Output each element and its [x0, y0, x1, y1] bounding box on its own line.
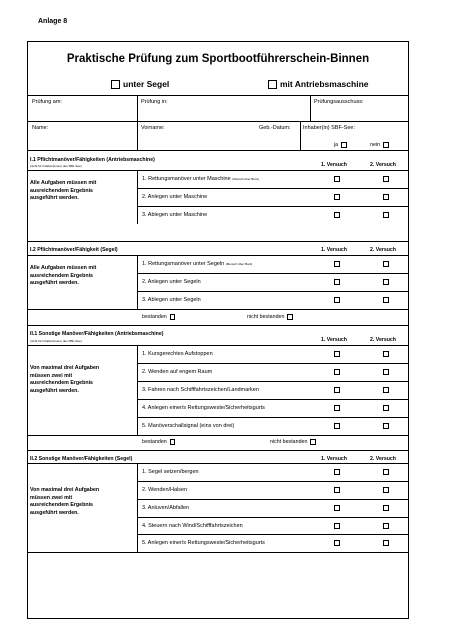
divider: [28, 345, 408, 346]
passed-label: bestanden: [142, 314, 167, 320]
divider: [137, 95, 138, 121]
task-item: 3. Fahren nach Schifffahrtszeichen/Landmarken: [142, 387, 259, 393]
failed-option: [270, 439, 316, 445]
section-instructions: Alle Aufgaben müssen mit ausreichendem Ergebnis ausgeführt werden.: [30, 265, 97, 287]
divider: [28, 435, 408, 436]
failed-label: nicht bestanden: [247, 314, 285, 320]
divider: [137, 121, 138, 150]
divider: [310, 95, 311, 121]
divider: [28, 325, 408, 326]
attempt-1-header: 1. Versuch: [321, 162, 347, 168]
attempt-2-checkbox[interactable]: [383, 194, 389, 200]
attempt-1-checkbox[interactable]: [334, 523, 340, 529]
section-instructions: Alle Aufgaben müssen mit ausreichendem Ergebnis ausgeführt werden.: [30, 180, 97, 202]
divider: [137, 273, 408, 274]
attempt-2-checkbox[interactable]: [383, 297, 389, 303]
attempt-1-checkbox[interactable]: [334, 279, 340, 285]
divider: [137, 291, 408, 292]
divider: [137, 517, 408, 518]
form-title: Praktische Prüfung zum Sportbootführerschein-Binnen: [66, 53, 370, 65]
attempt-2-checkbox[interactable]: [383, 405, 389, 411]
mode-engine: [268, 79, 369, 89]
passed-checkbox[interactable]: [170, 314, 176, 320]
divider: [137, 170, 138, 224]
attempt-2-checkbox[interactable]: [383, 351, 389, 357]
task-item: 5. Anlegen einer/s Rettungsweste/Sicherheitsgurts: [142, 540, 265, 546]
task-item: 4. Steuern nach Wind/Schifffahrtszeichen: [142, 523, 243, 529]
section-title: I.2 Pflichtmanöver/Fähigkeit (Segel): [30, 247, 118, 253]
attempt-2-checkbox[interactable]: [383, 261, 389, 267]
section-title: II.1 Sonstige Manöver/Fähigkeiten (Antriebsmaschine): [30, 331, 164, 337]
nein-option: [370, 142, 389, 148]
attempt-1-checkbox[interactable]: [334, 261, 340, 267]
divider: [137, 345, 138, 435]
mode-engine-label: mit Antriebsmaschine: [280, 79, 369, 89]
mode-sail-label: unter Segel: [123, 79, 170, 89]
nein-label: nein: [370, 142, 381, 148]
divider: [28, 450, 408, 451]
attempt-1-checkbox[interactable]: [334, 540, 340, 546]
task-item: 1. Kursgerechtes Aufstoppen: [142, 351, 213, 357]
mode-sail: [111, 79, 169, 89]
attempt-1-checkbox[interactable]: [334, 297, 340, 303]
label-sbf-see-holder: Inhaber(in) SBF-See:: [303, 125, 355, 131]
failed-checkbox[interactable]: [310, 439, 316, 445]
divider: [137, 206, 408, 207]
attempt-1-checkbox[interactable]: [334, 369, 340, 375]
divider: [28, 170, 408, 171]
failed-option: [247, 314, 293, 320]
section-subtitle: (nicht für Inhaber(innen) des SBF-See): [30, 164, 82, 168]
divider: [137, 381, 408, 382]
divider: [137, 188, 408, 189]
attempt-1-checkbox[interactable]: [334, 469, 340, 475]
task-item: 2. Wenden/Halsen: [142, 487, 188, 493]
divider: [137, 534, 408, 535]
section-instructions: Von maximal drei Aufgaben müssen zwei mit ausreichendem Ergebnis ausgeführt werden.: [30, 487, 100, 516]
attempt-2-checkbox[interactable]: [383, 523, 389, 529]
ja-checkbox[interactable]: [341, 142, 347, 148]
task-item: 2. Wenden auf engem Raum: [142, 369, 213, 375]
task-item: 1. Segel setzen/bergen: [142, 469, 199, 475]
task-item: 4. Anlegen einer/s Rettungsweste/Sicherheitsgurts: [142, 405, 265, 411]
attempt-1-checkbox[interactable]: [334, 405, 340, 411]
attempt-1-checkbox[interactable]: [334, 194, 340, 200]
section-title: I.1 Pflichtmanöver/Fähigkeiten (Antriebsmaschine): [30, 157, 155, 163]
ja-option: [334, 142, 347, 148]
divider: [137, 255, 138, 309]
attempt-2-checkbox[interactable]: [383, 505, 389, 511]
attempt-2-checkbox[interactable]: [383, 387, 389, 393]
attempt-2-checkbox[interactable]: [383, 469, 389, 475]
passed-label: bestanden: [142, 439, 167, 445]
checkbox-engine[interactable]: [268, 80, 277, 89]
attempt-2-checkbox[interactable]: [383, 176, 389, 182]
failed-checkbox[interactable]: [287, 314, 293, 320]
divider: [28, 552, 408, 553]
divider: [137, 463, 138, 552]
attempt-1-checkbox[interactable]: [334, 351, 340, 357]
divider: [28, 121, 408, 122]
divider: [28, 241, 408, 242]
task-item: 1. Rettungsmanöver unter Segeln (Mensch über Bord): [142, 261, 253, 267]
attempt-1-checkbox[interactable]: [334, 505, 340, 511]
divider: [28, 95, 408, 96]
divider: [300, 121, 301, 150]
divider: [137, 399, 408, 400]
failed-label: nicht bestanden: [270, 439, 308, 445]
divider: [137, 363, 408, 364]
exam-form: [27, 41, 409, 619]
attempt-2-checkbox[interactable]: [383, 487, 389, 493]
label-exam-place: Prüfung in:: [141, 99, 168, 105]
attempt-2-checkbox[interactable]: [383, 369, 389, 375]
attempt-1-checkbox[interactable]: [334, 423, 340, 429]
divider: [28, 150, 408, 151]
section-instructions: Von maximal drei Aufgaben müssen zwei mit ausreichendem Ergebnis ausgeführt werden.: [30, 365, 100, 394]
passed-option: [142, 314, 175, 320]
label-birth-date: Geb.-Datum:: [259, 125, 291, 131]
task-item: 3. Anluven/Abfallen: [142, 505, 190, 511]
label-name: Name:: [32, 125, 49, 131]
divider: [28, 463, 408, 464]
label-exam-date: Prüfung am:: [32, 99, 62, 105]
annex-label: Anlage 8: [38, 18, 68, 25]
task-item: 1. Rettungsmanöver unter Maschine (Mensch über Bord): [142, 176, 259, 182]
label-committee: Prüfungsausschuss:: [314, 99, 364, 105]
attempt-2-header: 2. Versuch: [370, 337, 396, 343]
attempt-1-checkbox[interactable]: [334, 387, 340, 393]
divider: [137, 417, 408, 418]
attempt-1-header: 1. Versuch: [321, 456, 347, 462]
attempt-1-checkbox[interactable]: [334, 176, 340, 182]
attempt-1-checkbox[interactable]: [334, 212, 340, 218]
divider: [28, 309, 408, 310]
attempt-2-header: 2. Versuch: [370, 247, 396, 253]
label-first-name: Vorname:: [141, 125, 165, 131]
attempt-2-checkbox[interactable]: [383, 540, 389, 546]
attempt-2-checkbox[interactable]: [383, 423, 389, 429]
divider: [137, 481, 408, 482]
divider: [28, 255, 408, 256]
attempt-2-checkbox[interactable]: [383, 212, 389, 218]
task-item: 5. Manöverschallsignal (eins von drei): [142, 423, 235, 429]
passed-option: [142, 439, 175, 445]
section-subtitle: (nicht für Inhaber(innen) des SBF-See): [30, 339, 82, 343]
section-title: II.2 Sonstige Manöver/Fähigkeiten (Segel): [30, 456, 133, 462]
task-item: 3. Ablegen unter Segeln: [142, 297, 201, 303]
task-item: 3. Ablegen unter Maschine: [142, 212, 208, 218]
passed-checkbox[interactable]: [170, 439, 176, 445]
task-item: 2. Anlegen unter Segeln: [142, 279, 201, 285]
divider: [137, 499, 408, 500]
ja-label: ja: [334, 142, 339, 148]
attempt-1-header: 1. Versuch: [321, 337, 347, 343]
checkbox-sail[interactable]: [111, 80, 120, 89]
attempt-1-checkbox[interactable]: [334, 487, 340, 493]
attempt-2-header: 2. Versuch: [370, 162, 396, 168]
nein-checkbox[interactable]: [383, 142, 389, 148]
attempt-1-header: 1. Versuch: [321, 247, 347, 253]
attempt-2-checkbox[interactable]: [383, 279, 389, 285]
attempt-2-header: 2. Versuch: [370, 456, 396, 462]
task-item: 2. Anlegen unter Maschine: [142, 194, 208, 200]
